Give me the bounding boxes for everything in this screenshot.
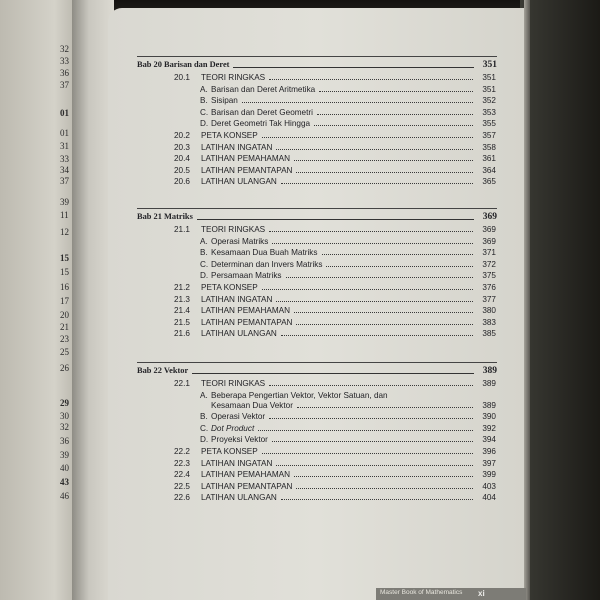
section-title: PETA KONSEP [201,447,258,456]
footer-page-number: xi [478,589,485,598]
subsection-page-no: 394 [482,435,496,445]
section-page-no: 396 [482,447,496,456]
section-dots [294,476,473,477]
left-page-number: 12 [60,227,69,237]
left-page-number: 37 [60,176,69,186]
section-code: 21.1 [174,225,190,234]
section-dots [294,160,473,161]
section-page-no: 385 [482,329,496,339]
page-right-edge [524,0,530,600]
subsection-title: Proyeksi Vektor [211,435,268,445]
chapter-row[interactable] [137,60,497,70]
left-page-number: 23 [60,334,69,344]
section-row[interactable] [174,470,496,479]
subsection-letter: B. [200,248,208,258]
subsection-letter: B. [200,412,208,422]
subsection-title: Sisipan [211,96,238,106]
subsection-letter: B. [200,96,208,106]
left-page-number: 01 [60,128,69,138]
subsection-dots [258,430,473,431]
section-row[interactable] [174,295,496,304]
section-code: 22.1 [174,379,190,388]
subsection-row[interactable] [200,108,496,117]
section-page-no: 369 [482,225,496,234]
subsection-letter: D. [200,119,209,129]
section-row[interactable] [174,329,496,338]
left-page-number: 16 [60,282,69,292]
section-row[interactable] [174,177,496,186]
section-row[interactable] [174,283,496,292]
section-code: 21.5 [174,317,190,327]
section-title: TEORI RINGKAS [201,379,266,388]
chapter-title: Bab 20 Barisan dan Deret [137,60,230,69]
section-title: LATIHAN INGATAN [201,458,273,468]
subsection-letter: D. [200,435,209,445]
chapter-dots [233,67,474,68]
subsection-dots [319,91,473,92]
subsection-dots [269,418,473,419]
section-dots [276,301,473,302]
section-code: 20.4 [174,154,190,164]
subsection-row[interactable] [200,119,496,128]
section-row[interactable] [174,379,496,388]
subsection-letter: C. [200,107,209,117]
section-code: 20.1 [174,73,190,82]
left-page-number: 39 [60,197,69,207]
section-title: LATIHAN PEMAHAMAN [201,154,291,164]
section-code: 22.3 [174,458,190,468]
section-row[interactable] [174,482,496,491]
section-row[interactable] [174,318,496,327]
section-page-no: 376 [482,283,496,292]
subsection-row[interactable] [200,401,496,410]
subsection-row[interactable] [200,96,496,105]
section-title: LATIHAN PEMAHAMAN [201,470,291,480]
section-title: LATIHAN ULANGAN [201,329,277,339]
subsection-row[interactable] [200,435,496,444]
subsection-dots [272,243,473,244]
left-page-number: 15 [60,267,69,277]
section-row[interactable] [174,73,496,82]
subsection-letter: A. [200,84,208,94]
section-title: LATIHAN PEMANTAPAN [201,165,293,175]
subsection-title: Beberapa Pengertian Vektor, Vektor Satuan, dan [211,390,388,400]
subsection-row[interactable] [200,412,496,421]
subsection-row[interactable] [200,424,496,433]
left-page-number: 26 [60,363,69,373]
section-row[interactable] [174,131,496,140]
section-page-no: 383 [482,317,496,327]
subsection-letter: C. [200,423,209,433]
section-page-no: 404 [482,493,496,503]
section-dots [269,231,473,232]
subsection-row[interactable] [200,271,496,280]
section-dots [296,324,473,325]
section-title: LATIHAN INGATAN [201,142,273,152]
subsection-row[interactable] [200,237,496,246]
left-page-number: 36 [60,68,69,78]
left-page-number: 15 [60,253,69,263]
subsection-row[interactable] [200,260,496,269]
left-page-number: 43 [60,477,69,487]
chapter-dots [197,219,474,220]
left-page-number: 33 [60,154,69,164]
left-page-edge [0,0,78,600]
left-page-number: 32 [60,422,69,432]
subsection-page-no: 355 [482,119,496,129]
section-code: 21.3 [174,294,190,304]
section-title: PETA KONSEP [201,131,258,140]
left-page-number: 36 [60,436,69,446]
section-page-no: 399 [482,470,496,480]
subsection-letter: C. [200,259,209,269]
left-page-number: 20 [60,310,69,320]
section-dots [269,79,473,80]
chapter-page-no: 389 [482,366,497,376]
left-page-number: 11 [60,210,69,220]
subsection-dots [317,114,473,115]
subsection-title: Barisan dan Deret Aritmetika [211,84,316,94]
section-title: LATIHAN INGATAN [201,294,273,304]
subsection-dots [326,266,473,267]
left-page-number: 37 [60,80,69,90]
subsection-title: Dot Product [211,423,255,433]
section-page-no: 357 [482,131,496,140]
section-title: LATIHAN PEMANTAPAN [201,317,293,327]
chapter-title: Bab 21 Matriks [137,212,193,221]
section-page-no: 365 [482,177,496,187]
section-page-no: 358 [482,142,496,152]
section-page-no: 377 [482,294,496,304]
section-dots [276,149,473,150]
subsection-page-no: 371 [482,248,496,258]
chapter-row[interactable] [137,212,497,222]
section-page-no: 403 [482,481,496,491]
subsection-title: Kesamaan Dua Vektor [211,400,293,410]
subsection-title: Operasi Vektor [211,412,266,422]
section-dots [262,137,473,138]
section-title: PETA KONSEP [201,283,258,292]
left-page-number: 01 [60,108,69,118]
section-code: 22.5 [174,481,190,491]
section-page-no: 361 [482,154,496,164]
subsection-letter: D. [200,271,209,281]
section-dots [281,183,473,184]
subsection-row[interactable] [200,85,496,94]
subsection-page-no: 392 [482,423,496,433]
subsection-page-no: 375 [482,271,496,281]
subsection-title: Operasi Matriks [211,236,269,246]
section-code: 20.3 [174,142,190,152]
section-dots [269,385,473,386]
subsection-page-no: 352 [482,96,496,106]
subsection-dots [272,441,473,442]
section-code: 22.6 [174,493,190,503]
section-title: LATIHAN ULANGAN [201,493,277,503]
section-dots [296,172,473,173]
section-code: 21.6 [174,329,190,339]
section-code: 21.4 [174,306,190,316]
left-page-number: 34 [60,165,69,175]
left-page-number: 46 [60,491,69,501]
subsection-page-no: 390 [482,412,496,422]
chapter-divider [137,362,497,363]
left-page-number: 39 [60,450,69,460]
chapter-page-no: 369 [482,212,497,222]
chapter-divider [137,56,497,57]
left-page-number: 33 [60,56,69,66]
section-dots [262,453,473,454]
left-page-number: 21 [60,322,69,332]
left-page-number: 25 [60,347,69,357]
subsection-page-no: 372 [482,259,496,269]
subsection-dots [242,102,473,103]
left-page-number: 29 [60,398,69,408]
subsection-dots [286,277,473,278]
section-page-no: 397 [482,458,496,468]
left-page-number: 40 [60,463,69,473]
section-page-no: 389 [482,379,496,388]
background-right [520,0,600,600]
subsection-title: Determinan dan Invers Matriks [211,259,323,269]
chapter-row[interactable] [137,366,497,376]
section-dots [294,312,473,313]
subsection-page-no: 353 [482,107,496,117]
subsection-dots [314,125,473,126]
chapter-dots [192,373,474,374]
subsection-title: Deret Geometri Tak Hingga [211,119,311,129]
section-code: 20.2 [174,131,190,140]
section-page-no: 351 [482,73,496,82]
subsection-row[interactable] [200,391,496,400]
section-dots [281,335,473,336]
chapter-divider [137,208,497,209]
section-row[interactable] [174,306,496,315]
section-code: 20.5 [174,165,190,175]
section-title: LATIHAN PEMANTAPAN [201,481,293,491]
section-row[interactable] [174,493,496,502]
subsection-title: Barisan dan Deret Geometri [211,107,313,117]
subsection-row[interactable] [200,248,496,257]
section-row[interactable] [174,225,496,234]
section-title: TEORI RINGKAS [201,73,266,82]
left-page-number: 32 [60,44,69,54]
chapter-title: Bab 22 Vektor [137,366,189,375]
section-code: 20.6 [174,177,190,187]
subsection-dots [322,254,474,255]
section-row[interactable] [174,166,496,175]
subsection-title: Persamaan Matriks [211,271,282,281]
section-row[interactable] [174,143,496,152]
left-page-number: 17 [60,296,69,306]
section-row[interactable] [174,154,496,163]
section-title: LATIHAN PEMAHAMAN [201,306,291,316]
section-dots [296,488,473,489]
subsection-page-no: 389 [482,400,496,410]
subsection-letter: A. [200,390,208,400]
section-title: TEORI RINGKAS [201,225,266,234]
left-page-number: 31 [60,141,69,151]
section-code: 22.4 [174,470,190,480]
subsection-dots [297,407,473,408]
subsection-title: Kesamaan Dua Buah Matriks [211,248,318,258]
section-page-no: 380 [482,306,496,316]
section-dots [276,465,473,466]
section-code: 21.2 [174,283,190,292]
section-dots [281,499,473,500]
section-title: LATIHAN ULANGAN [201,177,277,187]
chapter-page-no: 351 [482,60,497,70]
subsection-page-no: 369 [482,236,496,246]
footer-book-title: Master Book of Mathematics [380,589,463,596]
subsection-letter: A. [200,236,208,246]
left-page-number: 30 [60,411,69,421]
section-page-no: 364 [482,165,496,175]
section-dots [262,289,473,290]
subsection-page-no: 351 [482,84,496,94]
section-row[interactable] [174,459,496,468]
section-row[interactable] [174,447,496,456]
section-code: 22.2 [174,447,190,456]
